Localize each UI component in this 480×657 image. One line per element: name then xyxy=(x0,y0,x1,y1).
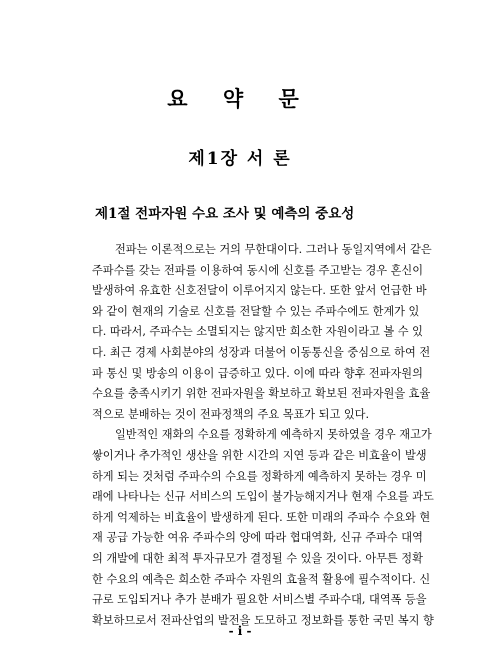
text-line: 한 수요의 예측은 희소한 주파수 자원의 효율적 활용에 필수적이다. 신 xyxy=(92,572,431,586)
text-line: 재 공급 가능한 여유 주파수의 양에 따라 협대역화, 신규 주파수 대역 xyxy=(92,531,423,545)
chapter-title: 제1장 서 론 xyxy=(188,149,292,169)
text-line: 전파는 이론적으로는 거의 무한대이다. 그러나 동일지역에서 같은 xyxy=(115,243,432,256)
document-title: 요 약 문 xyxy=(167,86,313,111)
paragraph xyxy=(92,425,434,631)
text-line: 의 개발에 대한 최적 투자규모가 결정될 수 있을 것이다. 아무튼 정확 xyxy=(92,551,423,565)
text-line: 하게 억제하는 비효율이 발생하게 된다. 또한 미래의 주파수 수요와 현 xyxy=(92,510,431,524)
text-line: 확보하므로서 전파산업의 발전을 도모하고 정보화를 통한 국민 복지 향 xyxy=(92,613,434,627)
text-line: 쌓이거나 추가적인 생산을 위한 시간의 지연 등과 같은 비효율이 발생 xyxy=(92,448,427,462)
text-line: 하게 되는 것처럼 주파수의 수요를 정확하게 예측하지 못하는 경우 미 xyxy=(92,469,427,483)
paragraph xyxy=(92,240,432,425)
text-line: 주파수를 갖는 전파를 이용하여 동시에 신호를 주고받는 경우 혼신이 xyxy=(92,263,424,277)
text-line: 적으로 분배하는 것이 전파정책의 주요 목표가 되고 있다. xyxy=(92,407,370,421)
text-line: 파 통신 및 방송의 이용이 급증하고 있다. 이에 따라 향후 전파자원의 xyxy=(92,366,423,380)
body-text xyxy=(92,240,434,631)
text-line: 규로 도입되거나 추가 분배가 필요한 서비스별 주파수대, 대역폭 등을 xyxy=(92,593,427,607)
section-title: 제1절 전파자원 수요 조사 및 예측의 중요성 xyxy=(95,206,355,222)
page-number: - i - xyxy=(228,624,252,638)
text-line: 와 같이 현재의 기술로 신호를 전달할 수 있는 주파수에도 한계가 있 xyxy=(92,304,420,318)
text-line: 발생하여 유효한 신호전달이 이루어지지 않는다. 또한 앞서 언급한 바 xyxy=(92,284,427,298)
text-line: 래에 나타나는 신규 서비스의 도입이 불가능해지거나 현재 수요를 과도 xyxy=(92,490,434,504)
text-line: 수요를 충족시키기 위한 전파자원을 확보하고 확보된 전파자원을 효율 xyxy=(92,387,431,401)
text-line: 다. 따라서, 주파수는 소멸되지는 않지만 희소한 자원이라고 볼 수 있 xyxy=(92,325,423,339)
text-line: 다. 최근 경제 사회분야의 성장과 더불어 이동통신을 중심으로 하여 전 xyxy=(92,345,431,359)
text-line: 일반적인 재화의 수요를 정확하게 예측하지 못하였을 경우 재고가 xyxy=(115,428,432,442)
